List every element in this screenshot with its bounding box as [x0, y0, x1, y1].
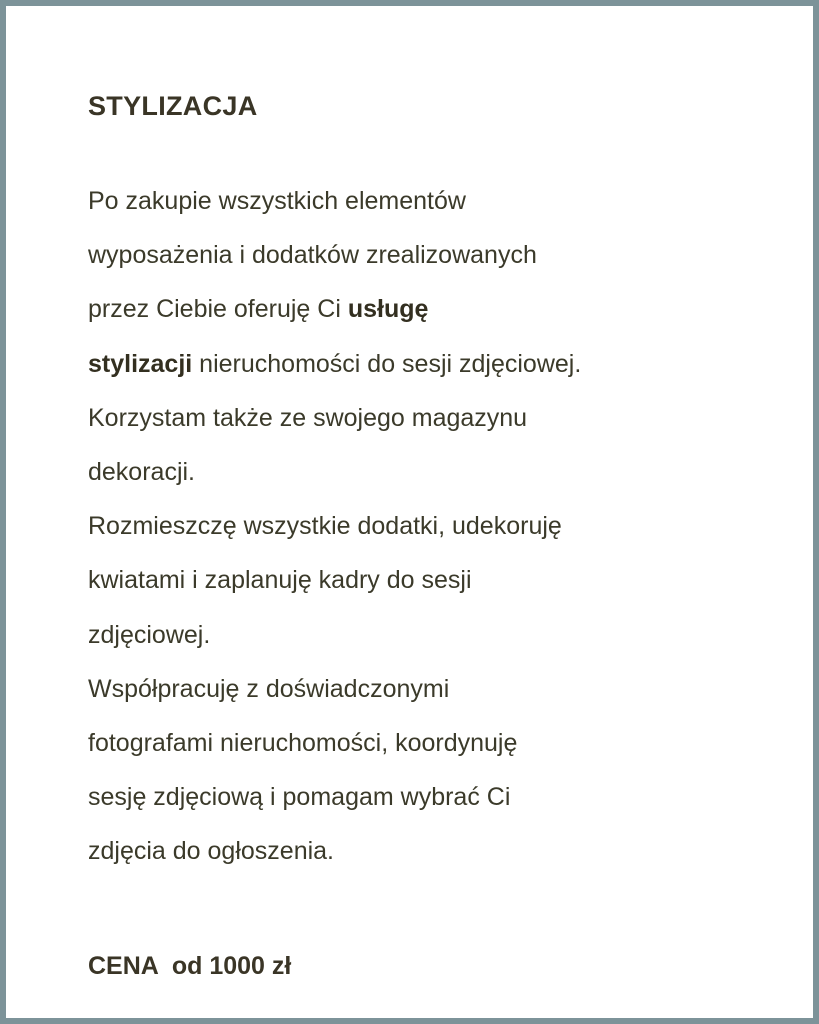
bold-service-text: stylizacji: [88, 349, 193, 378]
section-heading: STYLIZACJA: [88, 91, 258, 121]
text-line: [88, 445, 768, 499]
price-value: od 1000 zł: [171, 952, 292, 980]
text-line: [88, 716, 768, 770]
text-segment: sesję zdjęciową i pomagam wybrać Ci: [88, 783, 511, 812]
text-segment: zdjęcia do ogłoszenia.: [88, 837, 334, 866]
price-label: CENA: [88, 952, 158, 980]
text-segment: kwiatami i zaplanuję kadry do sesji: [88, 566, 472, 595]
text-line: [88, 337, 768, 391]
text-segment: Współpracuję z doświadczonymi: [88, 674, 450, 703]
text-segment: Korzystam także ze swojego magazynu: [88, 403, 528, 432]
text-line: [88, 824, 768, 878]
text-segment: dekoracji.: [88, 458, 195, 487]
bold-service-text: usługę: [347, 295, 429, 324]
text-line: [88, 282, 768, 336]
text-line: [88, 228, 768, 282]
text-segment: zdjęciowej.: [88, 620, 211, 649]
text-segment: fotografami nieruchomości, koordynuję: [88, 729, 518, 758]
text-segment: przez Ciebie oferuję Ci: [88, 295, 348, 324]
description-paragraph: [88, 174, 768, 879]
text-line: [88, 391, 768, 445]
text-segment: Po zakupie wszystkich elementów: [88, 187, 466, 215]
text-segment: Rozmieszczę wszystkie dodatki, udekoruję: [88, 512, 562, 541]
text-line: [88, 770, 768, 824]
price-line: [88, 948, 291, 984]
text-segment: wyposażenia i dodatków zrealizowanych: [88, 241, 537, 270]
text-line: [88, 174, 768, 228]
text-line: [88, 553, 768, 607]
text-line: [88, 608, 768, 662]
text-line: [88, 662, 768, 716]
text-segment: nieruchomości do sesji zdjęciowej.: [192, 349, 582, 378]
text-line: [88, 499, 768, 553]
